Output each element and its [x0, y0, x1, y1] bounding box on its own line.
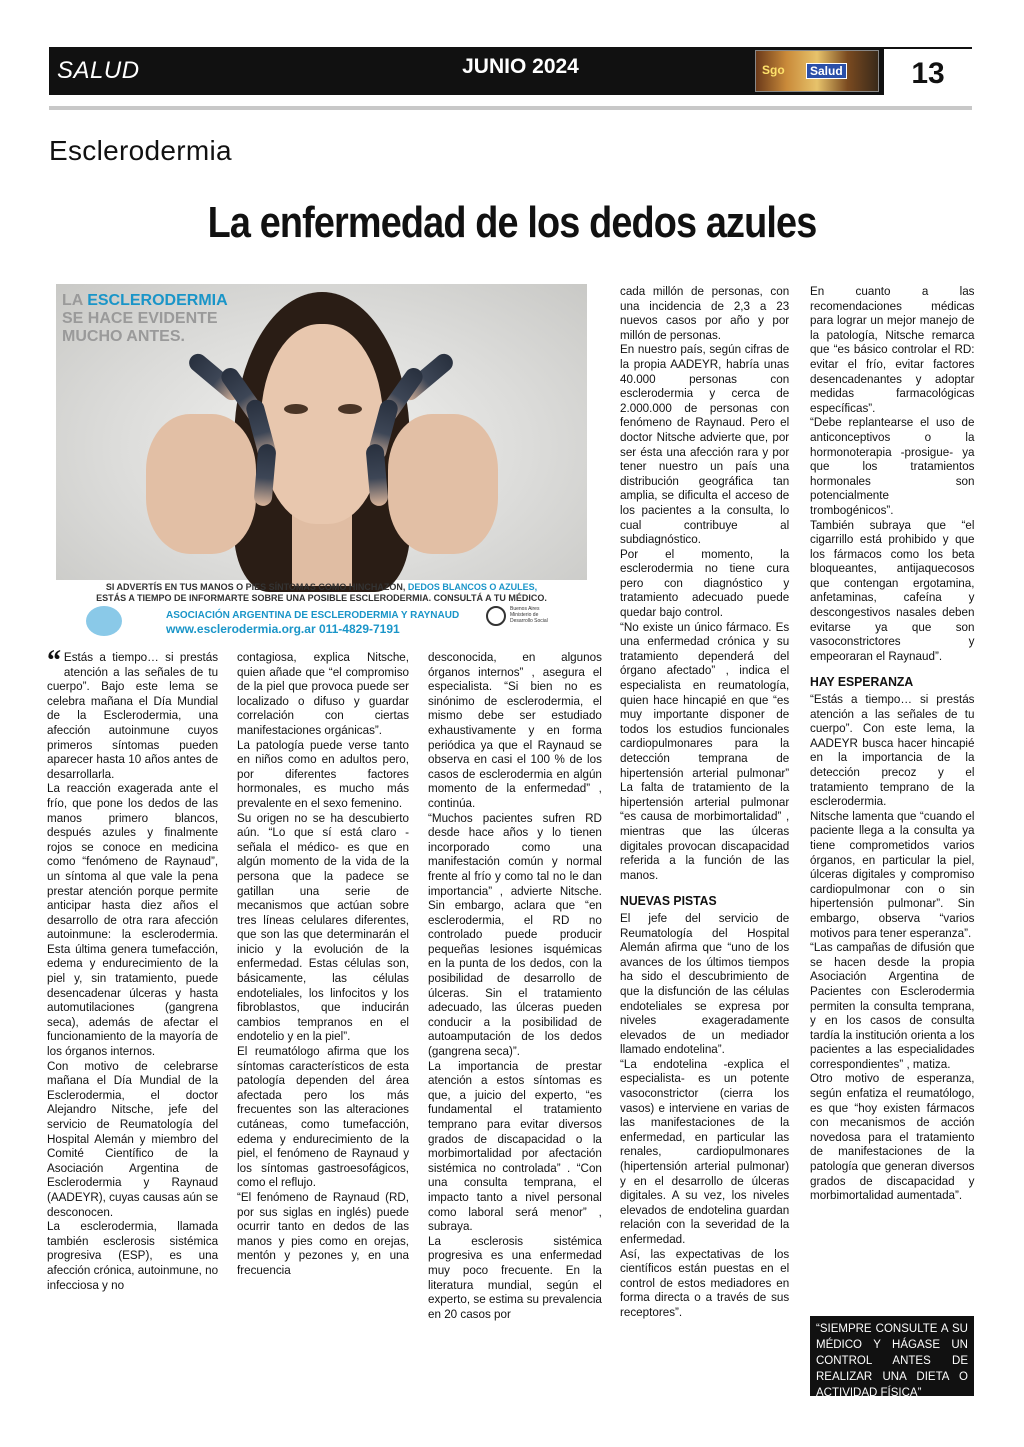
- article-column-4: [620, 284, 789, 1320]
- tagline-prefix: LA: [62, 292, 88, 309]
- article-paragraph: “ Estás a tiempo… si prestás atención a las señales de tu cuerpo”. Bajo este lema se celebra mañana el Día Mundial de la Esclerodermia, una afección autoinmune cuyos primeros síntomas pueden aparecer hasta 10 años antes de desarrollarla.: [47, 644, 219, 781]
- article-paragraph: “Estás a tiempo… si prestás atención a las señales de tu cuerpo”. Con este lema, la AADEYR busca hacer hincapié en la importancia de la detección precoz y el tratamiento temprano de la esclerodermia.: [810, 692, 975, 809]
- photo-hand-left: [146, 414, 256, 554]
- ministry-seal-icon: [486, 606, 506, 626]
- article-paragraph: “Debe replantearse el uso de anticonceptivos o la hormonoterapia -prosigue- ya que los tratamientos hormonales son potencialmente trombogénicos”.: [810, 415, 975, 517]
- section-name: SALUD: [57, 57, 140, 84]
- article-paragraph: Por el momento, la esclerodermia no tiene cura pero con diagnóstico y tratamiento adecuado puede quedar bajo control.: [620, 546, 790, 620]
- article-paragraph: “Las campañas de difusión que se hacen desde la propia Asociación Argentina de Pacientes con Esclerodermia permiten la consulta temprana, y en los casos de consulta tardía la institución orienta a los pacientes a las especialidades correspondientes” , matiza.: [810, 940, 975, 1071]
- association-logo-icon: [86, 606, 122, 636]
- article-paragraph: “No existe un único fármaco. Es una enfermedad crónica y su tratamiento dependerá del órgano afectado” , indica el especialista en reumatología, quien hace hincapié en que “es muy importante disponer de todos los estudios funcionales cardiopulmonares para la detección temprana de hipertensión arterial pulmonar” La falta de tratamiento de la hipertensión arterial pulmonar “es causa de morbimortalidad” , mientras que las úlceras digitales provocan discapacidad referida a la función de las manos.: [620, 619, 790, 882]
- masthead: [49, 47, 972, 95]
- article-paragraph: Con motivo de celebrarse mañana el Día Mundial de la Esclerodermia, el doctor Alejandro Nitsche, jefe del servicio de Reumatología del Hospital Alemán y miembro del Comité Científico de la Asociación Argentina de Esclerodermia y Raynaud (AADEYR), cuyas causas aún se desconocen.: [47, 1058, 219, 1219]
- article-paragraph: La patología puede verse tanto en niños como en adultos pero, por diferentes factores hormonales, es mucho más prevalente en el sexo femenino.: [237, 737, 410, 810]
- tagline-line-3: MUCHO ANTES.: [62, 328, 185, 345]
- logo-text-2: Salud: [806, 63, 847, 79]
- article-paragraph: El jefe del servicio de Reumatología del Hospital Alemán afirma que “uno de los avances de los últimos tiempos ha sido el descubrimiento de que la disfunción de las células endoteliales se expresa por niveles exageradamente elevados de un mediador llamado endotelina”.: [620, 910, 790, 1057]
- article-column-1: [47, 644, 219, 1292]
- article-paragraph: “Muchos pacientes sufren RD desde hace años y lo tienen incorporado como una manifestación común y normal frente al frío y como tal no le dan importancia” , advierte Nitsche. Sin embargo, aclara que “en esclerodermia, el RD no controlado puede producir pequeñas lesiones isquémicas en la punta de los dedos, con la posibilidad de desarrollo de úlceras. Sin el tratamiento adecuado, las úlceras pueden conducir a la posibilidad de autoamputación de los dedos (gangrena seca)”.: [428, 810, 602, 1059]
- association-contact: www.esclerodermia.org.ar 011-4829-7191: [166, 622, 400, 636]
- campaign-advertisement: [56, 284, 587, 642]
- campaign-tagline: [62, 292, 228, 346]
- article-paragraph: Su origen no se ha descubierto aún. “Lo que sí está claro -señala el médico- es que en algún momento de la vida de la persona que la padece se gatillan una serie de mecanismos que actúan sobre tres líneas celulares diferentes, que son las que determinarán el inicio y la evolución de la enfermedad. Estas células son, básicamente, las células endoteliales, los linfocitos y los fibroblastos, que inducirán cambios tempranos en el endotelio y en la piel”.: [237, 810, 410, 1044]
- article-paragraph: En cuanto a las recomendaciones médicas para lograr un mejor manejo de la patología, Nitsche remarca que “es básico controlar el RD: evitar el frío, evitar factores desencadenantes y adoptar medidas farmacológicas específicas”.: [810, 284, 975, 415]
- article-paragraph: Otro motivo de esperanza, según enfatiza el reumatólogo, es que “hoy existen fármacos con mecanismos de acción novedosa para el tratamiento de manifestaciones de la patología que generan diversos grados de discapacidad y morbimortalidad aumentada”.: [810, 1071, 975, 1203]
- article-paragraph: desconocida, en algunos órganos internos” , asegura el especialista. “Si bien no es sinónimo de esclerodermia, el mismo debe ser estudiado exhaustivamente y en forma periódica ya que el Raynaud se observa en casi el 100 % de los casos de esclerodermia en algún momento de la enfermedad” , continúa.: [428, 650, 602, 810]
- header-divider: [49, 106, 972, 110]
- page-number: 13: [884, 47, 972, 95]
- photo-eye-right: [338, 404, 362, 414]
- opening-quote-mark: “: [47, 644, 62, 677]
- issue-date: JUNIO 2024: [462, 55, 579, 78]
- logo-text-1: Sgo: [762, 63, 785, 77]
- article-paragraph: La importancia de prestar atención a estos síntomas es que, a juicio del experto, “es fundamental el tratamiento temprano para evitar diversos grados de discapacidad o la morbimortalidad por afectación sistémica no controlada” . “Con una consulta temprana, el impacto tanto a nivel personal como laboral será menor” , subraya.: [428, 1058, 602, 1234]
- article-paragraph: El reumatólogo afirma que los síntomas característicos de esta patología dependen del área afectada pero los más frecuentes son las alteraciones cutáneas, como tumefacción, edema y endurecimiento de la piel, el fenómeno de Raynaud y los síntomas gastroesofágicos, como el reflujo.: [237, 1044, 410, 1190]
- article-column-5: [810, 284, 975, 1203]
- section-heading-hay-esperanza: HAY ESPERANZA: [810, 674, 914, 690]
- pull-quote-box: “SIEMPRE CONSULTE A SU MÉDICO Y HÁGASE UN CONTROL ANTES DE REALIZAR UNA DIETA O ACTIVIDAD FÍSICA”: [810, 1316, 974, 1396]
- article-kicker: Esclerodermia: [49, 135, 232, 166]
- article-headline: La enfermedad de los dedos azules: [207, 198, 817, 247]
- article-paragraph: Así, las expectativas de los científicos están puestas en el control de estos mediadores en forma directa o a través de sus receptores”.: [620, 1246, 790, 1319]
- photo-eye-left: [284, 404, 308, 414]
- publication-logo: [755, 50, 879, 92]
- ministry-name: Buenos Aires Ministerio de Desarrollo Social: [510, 606, 548, 624]
- section-heading-nuevas-pistas: NUEVAS PISTAS: [620, 893, 717, 909]
- article-paragraph: “La endotelina -explica el especialista- es un potente vasoconstrictor (cierra los vasos) e interviene en varias de las manifestaciones de la enfermedad, en particular las renales, cardiopulmonares (hipertensión arterial pulmonar) y en el desarrollo de úlceras digitales. A su vez, los niveles elevados de endotelina guardan relación con la severidad de la enfermedad.: [620, 1056, 790, 1246]
- article-paragraph: La esclerosis sistémica progresiva es una enfermedad muy poco frecuente. En la literatura mundial, según el experto, se estima su prevalencia en 20 casos por: [428, 1233, 602, 1321]
- tagline-highlight: ESCLERODERMIA: [87, 292, 228, 309]
- association-name: ASOCIACIÓN ARGENTINA DE ESCLERODERMIA Y RAYNAUD: [166, 610, 460, 621]
- article-column-3: [428, 650, 602, 1321]
- article-paragraph: “El fenómeno de Raynaud (RD, por sus siglas en inglés) puede ocurrir tanto en dedos de las manos y pies como en orejas, mentón y pezones y, en una frecuencia: [237, 1189, 410, 1277]
- article-paragraph: contagiosa, explica Nitsche, quien añade que “el compromiso de la piel que provoca puede ser localizado o difuso y guardar correlación con ciertas manifestaciones orgánicas”.: [237, 650, 410, 737]
- article-paragraph: La reacción exagerada ante el frío, que pone los dedos de las manos primero blancos, después azules y finalmente rojos se conoce en medicina como “fenómeno de Raynaud”, un síntoma al que vale la pena prestar atención porque permite anticipar hasta diez años el desarrollo de otra rara afección autoinmune: la esclerodermia. Esta última genera tumefacción, edema y endurecimiento de la piel y, sin tratamiento, puede desencadenar úlceras y hasta automutilaciones (gangrena seca), además de afectar el funcionamiento de la mayoría de los órganos internos.: [47, 781, 219, 1059]
- article-paragraph: La esclerodermia, llamada también esclerosis sistémica progresiva (ESP), es una afección crónica, autoinmune, no infecciosa y no: [47, 1219, 219, 1292]
- campaign-caption: [56, 582, 587, 604]
- caption-line-1: SI ADVERTÍS EN TUS MANOS O PIES SÍNTOMAS COMO HINCHAZÓN,: [105, 582, 408, 592]
- article-paragraph: También subraya que “el cigarrillo está prohibido y que los fármacos como los beta bloqueantes, antijaquecosos que contengan ergotamina, anfetaminas, cafeína y descongestivos nasales deben evitarse ya que son vasoconstrictores y empeoraran el Raynaud”.: [810, 517, 975, 663]
- article-paragraph: Nitsche lamenta que “cuando el paciente llega a la consulta ya tiene comprometidos varios órganos, en particular la piel, úlceras digitales y compromiso cardiopulmonar con o sin hipertensión pulmonar”. Sin embargo, observa “varios motivos para tener esperanza”.: [810, 808, 975, 940]
- photo-hand-right: [388, 414, 498, 554]
- article-paragraph: cada millón de personas, con una incidencia de 2,3 a 23 nuevos casos por año y por millón de personas.: [620, 284, 790, 342]
- photo-face: [261, 324, 383, 524]
- caption-line-2: ESTÁS A TIEMPO DE INFORMARTE SOBRE UNA POSIBLE ESCLERODERMIA. CONSULTÁ A TU MÉDICO.: [96, 593, 547, 603]
- article-paragraph: En nuestro país, según cifras de la propia AADEYR, habría unas 40.000 personas con esclerodermia y cerca de 2.000.000 de personas con fenómeno de Raynaud. Pero el doctor Nitsche advierte que, por ser ésta una afección rara y por tener nuestro un país una distribución geográfica tan amplia, se dificulta el acceso de los pacientes a la consulta, lo cual contribuye al subdiagnóstico.: [620, 342, 790, 547]
- article-column-2: [237, 650, 409, 1278]
- caption-highlight: DEDOS BLANCOS O AZULES,: [407, 582, 538, 592]
- campaign-photo: [56, 284, 587, 580]
- tagline-line-2: SE HACE EVIDENTE: [62, 310, 218, 327]
